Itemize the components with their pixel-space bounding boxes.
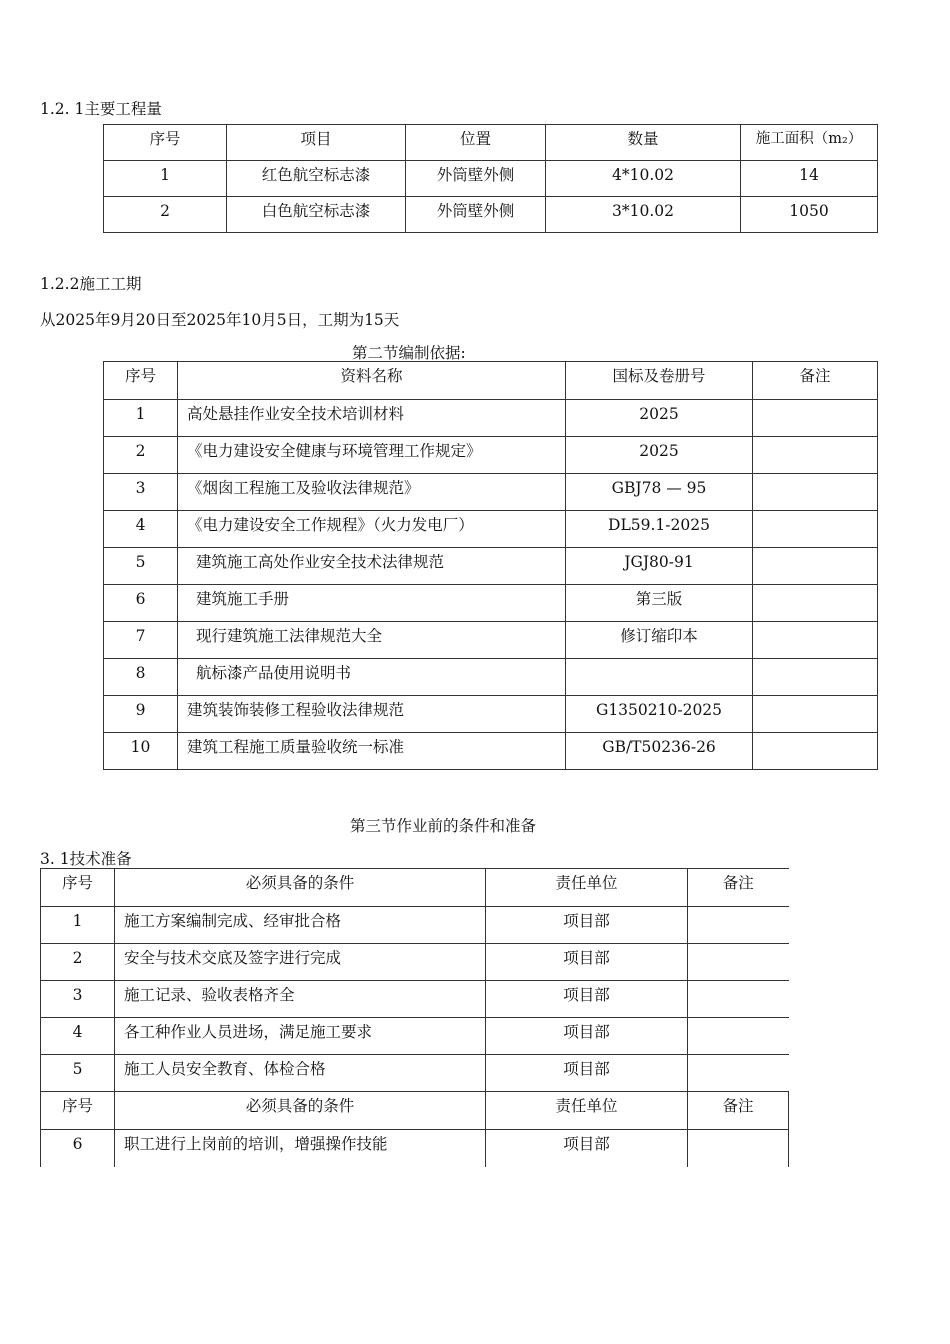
table-row	[41, 1055, 789, 1092]
table-header-row	[41, 869, 789, 907]
table-cell	[688, 981, 789, 1018]
table-cell: 2	[104, 197, 227, 233]
table-header-row	[104, 362, 878, 400]
section-2-heading: 第二节编制依据:	[352, 344, 466, 362]
header-cell: 资料名称	[178, 362, 566, 400]
table-cell: 《电力建设安全健康与环境管理工作规定》	[178, 437, 566, 474]
table-cell	[753, 585, 878, 622]
table-cell: 5	[104, 548, 178, 585]
table-cell: 《电力建设安全工作规程》（火力发电厂）	[178, 511, 566, 548]
table-header-row-repeat	[41, 1092, 789, 1130]
table-cell: 建筑工程施工质量验收统一标准	[178, 733, 566, 770]
basis-table	[103, 361, 878, 770]
quantity-table	[103, 124, 878, 233]
table-cell: 施工人员安全教育、体检合格	[115, 1055, 486, 1092]
table-cell: 2025	[566, 400, 753, 437]
header-cell: 责任单位	[486, 1092, 688, 1130]
header-cell: 数量	[546, 125, 741, 161]
table-cell	[688, 1130, 789, 1167]
header-cell: 备注	[688, 1092, 789, 1130]
table-cell: 7	[104, 622, 178, 659]
table-cell	[753, 733, 878, 770]
header-cell: 责任单位	[486, 869, 688, 907]
table-cell: 现行建筑施工法律规范大全	[178, 622, 566, 659]
header-cell: 必须具备的条件	[115, 1092, 486, 1130]
table-cell: 建筑装饰装修工程验收法律规范	[178, 696, 566, 733]
table-cell: 1	[104, 400, 178, 437]
table-cell: 5	[41, 1055, 115, 1092]
table-cell	[753, 437, 878, 474]
table-cell: 各工种作业人员进场，满足施工要求	[115, 1018, 486, 1055]
table-cell	[753, 511, 878, 548]
table-cell	[566, 659, 753, 696]
table-cell: 项目部	[486, 1130, 688, 1167]
table-cell	[688, 944, 789, 981]
table-row	[104, 400, 878, 437]
table-cell: 6	[104, 585, 178, 622]
table-cell: 6	[41, 1130, 115, 1167]
table-cell	[688, 1055, 789, 1092]
table-cell: 建筑施工高处作业安全技术法律规范	[178, 548, 566, 585]
table-row	[41, 907, 789, 944]
section-1-2-1-heading: 1.2. 1主要工程量	[40, 100, 162, 118]
header-cell: 序号	[104, 362, 178, 400]
table-row	[104, 622, 878, 659]
header-cell: 必须具备的条件	[115, 869, 486, 907]
table-cell: 1	[41, 907, 115, 944]
table-cell: 项目部	[486, 907, 688, 944]
schedule-text: 从2025年9月20日至2025年10月5日，工期为15天	[40, 311, 400, 329]
table-cell: 14	[741, 161, 878, 197]
table-cell: 白色航空标志漆	[227, 197, 406, 233]
table-cell: 10	[104, 733, 178, 770]
table-row	[104, 161, 878, 197]
header-cell: 施工面积（m₂）	[741, 125, 878, 161]
table-cell: 外筒壁外侧	[406, 197, 546, 233]
table-cell: 3	[41, 981, 115, 1018]
header-cell: 国标及卷册号	[566, 362, 753, 400]
header-cell: 项目	[227, 125, 406, 161]
table-cell: 修订缩印本	[566, 622, 753, 659]
table-header-row	[104, 125, 878, 161]
table-cell: 2	[41, 944, 115, 981]
table-cell: 第三版	[566, 585, 753, 622]
table-cell: 4	[104, 511, 178, 548]
table-cell: 高处悬挂作业安全技术培训材料	[178, 400, 566, 437]
table-cell	[753, 696, 878, 733]
table-row	[41, 981, 789, 1018]
table-cell: DL59.1-2025	[566, 511, 753, 548]
table-cell	[688, 907, 789, 944]
table-cell: 外筒壁外侧	[406, 161, 546, 197]
header-cell: 备注	[688, 869, 789, 907]
table-cell: 9	[104, 696, 178, 733]
table-cell	[753, 400, 878, 437]
table-cell: GB/T50236-26	[566, 733, 753, 770]
table-cell: 4*10.02	[546, 161, 741, 197]
technical-prep-table	[40, 868, 789, 1167]
table-cell: 建筑施工手册	[178, 585, 566, 622]
table-cell: 红色航空标志漆	[227, 161, 406, 197]
header-cell: 备注	[753, 362, 878, 400]
table-cell	[688, 1018, 789, 1055]
table-cell: GBJ78 — 95	[566, 474, 753, 511]
table-cell: 1	[104, 161, 227, 197]
header-cell: 序号	[41, 1092, 115, 1130]
table-cell: 施工方案编制完成、经审批合格	[115, 907, 486, 944]
section-3-heading: 第三节作业前的条件和准备	[350, 817, 537, 835]
table-cell: 4	[41, 1018, 115, 1055]
table-cell	[753, 659, 878, 696]
table-cell: 项目部	[486, 981, 688, 1018]
table-cell: G1350210-2025	[566, 696, 753, 733]
table-cell: 2	[104, 437, 178, 474]
table-cell: 项目部	[486, 1018, 688, 1055]
table-row	[41, 1018, 789, 1055]
table-cell: 施工记录、验收表格齐全	[115, 981, 486, 1018]
table-row	[104, 437, 878, 474]
table-row	[104, 696, 878, 733]
section-3-1-heading: 3. 1技术准备	[40, 850, 132, 868]
table-row	[41, 1130, 789, 1167]
table-cell: 1050	[741, 197, 878, 233]
table-cell: 航标漆产品使用说明书	[178, 659, 566, 696]
table-row	[104, 197, 878, 233]
table-cell: 8	[104, 659, 178, 696]
header-cell: 序号	[41, 869, 115, 907]
table-cell: 职工进行上岗前的培训，增强操作技能	[115, 1130, 486, 1167]
table-row	[104, 585, 878, 622]
table-row	[41, 944, 789, 981]
table-cell: 2025	[566, 437, 753, 474]
table-row	[104, 659, 878, 696]
table-cell: 项目部	[486, 1055, 688, 1092]
table-cell: 安全与技术交底及签字进行完成	[115, 944, 486, 981]
table-row	[104, 548, 878, 585]
table-cell	[753, 474, 878, 511]
section-1-2-2-heading: 1.2.2施工工期	[40, 275, 142, 293]
table-cell: 项目部	[486, 944, 688, 981]
header-cell: 位置	[406, 125, 546, 161]
table-row	[104, 474, 878, 511]
table-row	[104, 733, 878, 770]
table-cell: 3	[104, 474, 178, 511]
table-cell	[753, 622, 878, 659]
table-cell: 3*10.02	[546, 197, 741, 233]
table-cell	[753, 548, 878, 585]
table-cell: 《烟囱工程施工及验收法律规范》	[178, 474, 566, 511]
table-row	[104, 511, 878, 548]
header-cell: 序号	[104, 125, 227, 161]
table-cell: JGJ80-91	[566, 548, 753, 585]
